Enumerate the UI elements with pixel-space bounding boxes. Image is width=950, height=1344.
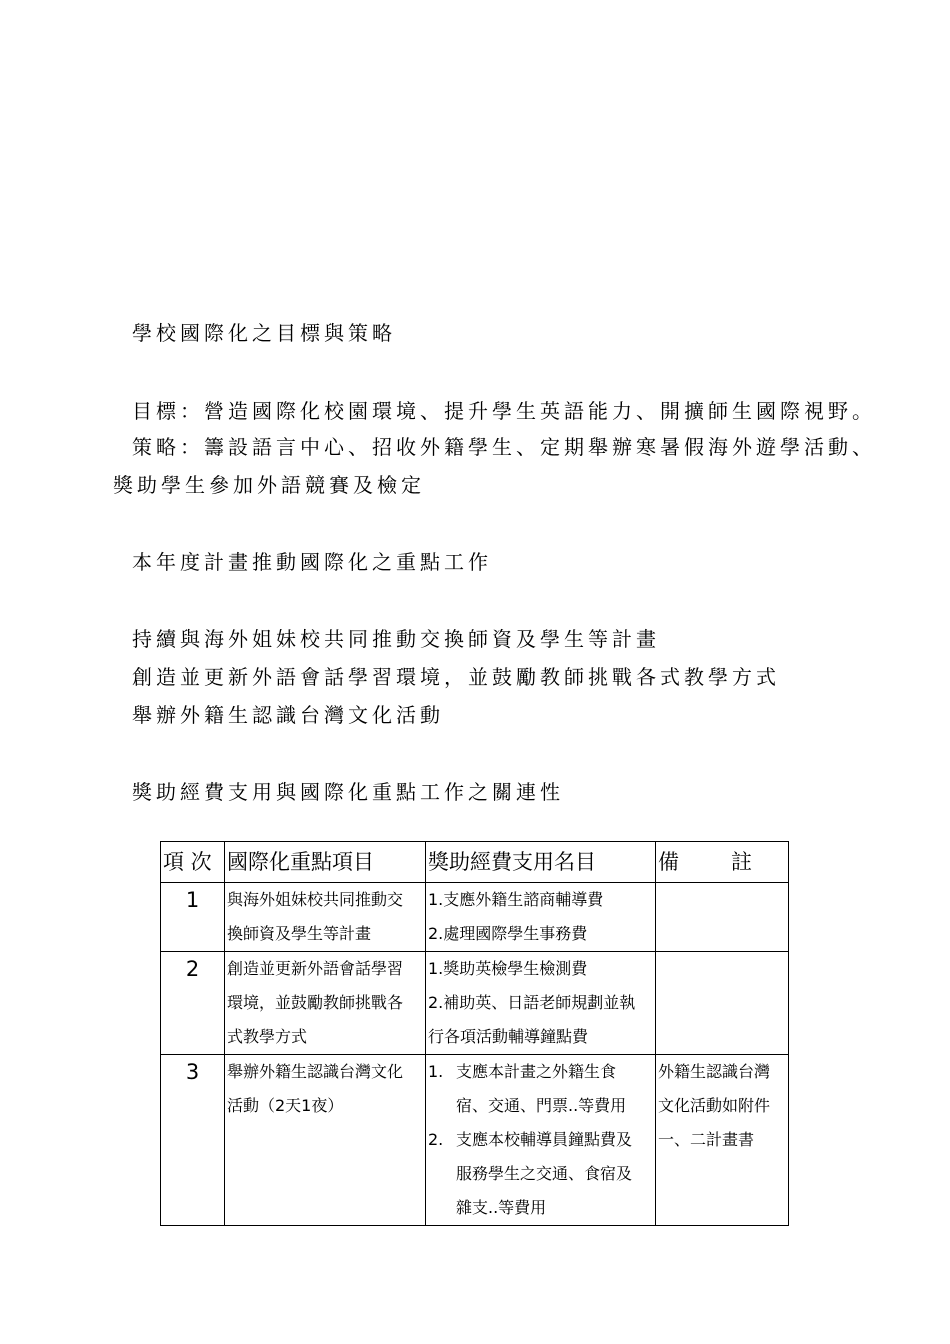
header-item-no: 項 次 — [161, 842, 225, 883]
cell-text: 舉辦外籍生認識台灣文化 — [227, 1062, 404, 1081]
row-remark — [656, 883, 789, 952]
row-funding — [426, 883, 656, 952]
row-number: 2 — [161, 952, 225, 1055]
cell-text: 環境，並鼓勵教師挑戰各 — [227, 993, 404, 1012]
cell-text: 雜支..等費用 — [456, 1198, 547, 1217]
cell-text: 創造並更新外語會話學習 — [227, 959, 404, 978]
strategy-line: 策略：籌設語言中心、招收外籍學生、定期舉辦寒暑假海外遊學活動、 — [132, 435, 876, 459]
list-number: 2. — [428, 1130, 444, 1149]
header-remark — [656, 842, 789, 883]
funding-list-item — [428, 1123, 653, 1157]
row-remark — [656, 952, 789, 1055]
cell-text: 換師資及學生等計畫 — [227, 924, 372, 943]
row-focus — [225, 883, 426, 952]
cell-text: 與海外姐妹校共同推動交 — [227, 890, 404, 909]
cell-text: 文化活動如附件 — [658, 1096, 771, 1115]
row-funding — [426, 1055, 656, 1226]
cell-text: 一、二計畫書 — [658, 1130, 755, 1149]
cell-text: 1.獎助英檢學生檢測費 — [428, 959, 588, 978]
cell-text: 外籍生認識台灣 — [658, 1062, 771, 1081]
cell-text: 2.處理國際學生事務費 — [428, 924, 588, 943]
row-focus — [225, 1055, 426, 1226]
table-row — [161, 1055, 789, 1226]
key-work-item: 持續與海外姐妹校共同推動交換師資及學生等計畫 — [132, 627, 660, 651]
header-remark-a: 備 — [658, 850, 679, 874]
header-remark-b: 註 — [731, 850, 752, 874]
heading-key-work: 本年度計畫推動國際化之重點工作 — [132, 550, 492, 574]
funding-relation-table — [160, 841, 789, 1226]
row-number: 1 — [161, 883, 225, 952]
cell-text: 支應本計畫之外籍生食 — [456, 1062, 617, 1081]
strategy-line-continued: 獎助學生參加外語競賽及檢定 — [113, 473, 425, 497]
row-focus — [225, 952, 426, 1055]
heading-relation: 獎助經費支用與國際化重點工作之關連性 — [132, 780, 564, 804]
cell-text: 服務學生之交通、食宿及 — [456, 1164, 633, 1183]
cell-text: 2.補助英、日語老師規劃並執 — [428, 993, 636, 1012]
cell-text: 1.支應外籍生諮商輔導費 — [428, 890, 604, 909]
row-remark — [656, 1055, 789, 1226]
cell-text: 式教學方式 — [227, 1027, 308, 1046]
cell-text: 活動（2天1夜） — [227, 1096, 344, 1115]
heading-goals: 學校國際化之目標與策略 — [132, 321, 396, 345]
funding-list-item — [428, 1055, 653, 1089]
key-work-item: 舉辦外籍生認識台灣文化活動 — [132, 703, 444, 727]
cell-text: 行各項活動輔導鐘點費 — [428, 1027, 589, 1046]
cell-text: 宿、交通、門票..等費用 — [456, 1096, 627, 1115]
goal-line: 目標：營造國際化校園環境、提升學生英語能力、開擴師生國際視野。 — [132, 399, 876, 423]
row-funding — [426, 952, 656, 1055]
header-funding: 獎助經費支用名目 — [426, 842, 656, 883]
list-number: 1. — [428, 1062, 444, 1081]
cell-text: 支應本校輔導員鐘點費及 — [456, 1130, 633, 1149]
key-work-item: 創造並更新外語會話學習環境，並鼓勵教師挑戰各式教學方式 — [132, 665, 780, 689]
header-focus: 國際化重點項目 — [225, 842, 426, 883]
table-row — [161, 883, 789, 952]
row-number: 3 — [161, 1055, 225, 1226]
table-header-row — [161, 842, 789, 883]
table-row — [161, 952, 789, 1055]
